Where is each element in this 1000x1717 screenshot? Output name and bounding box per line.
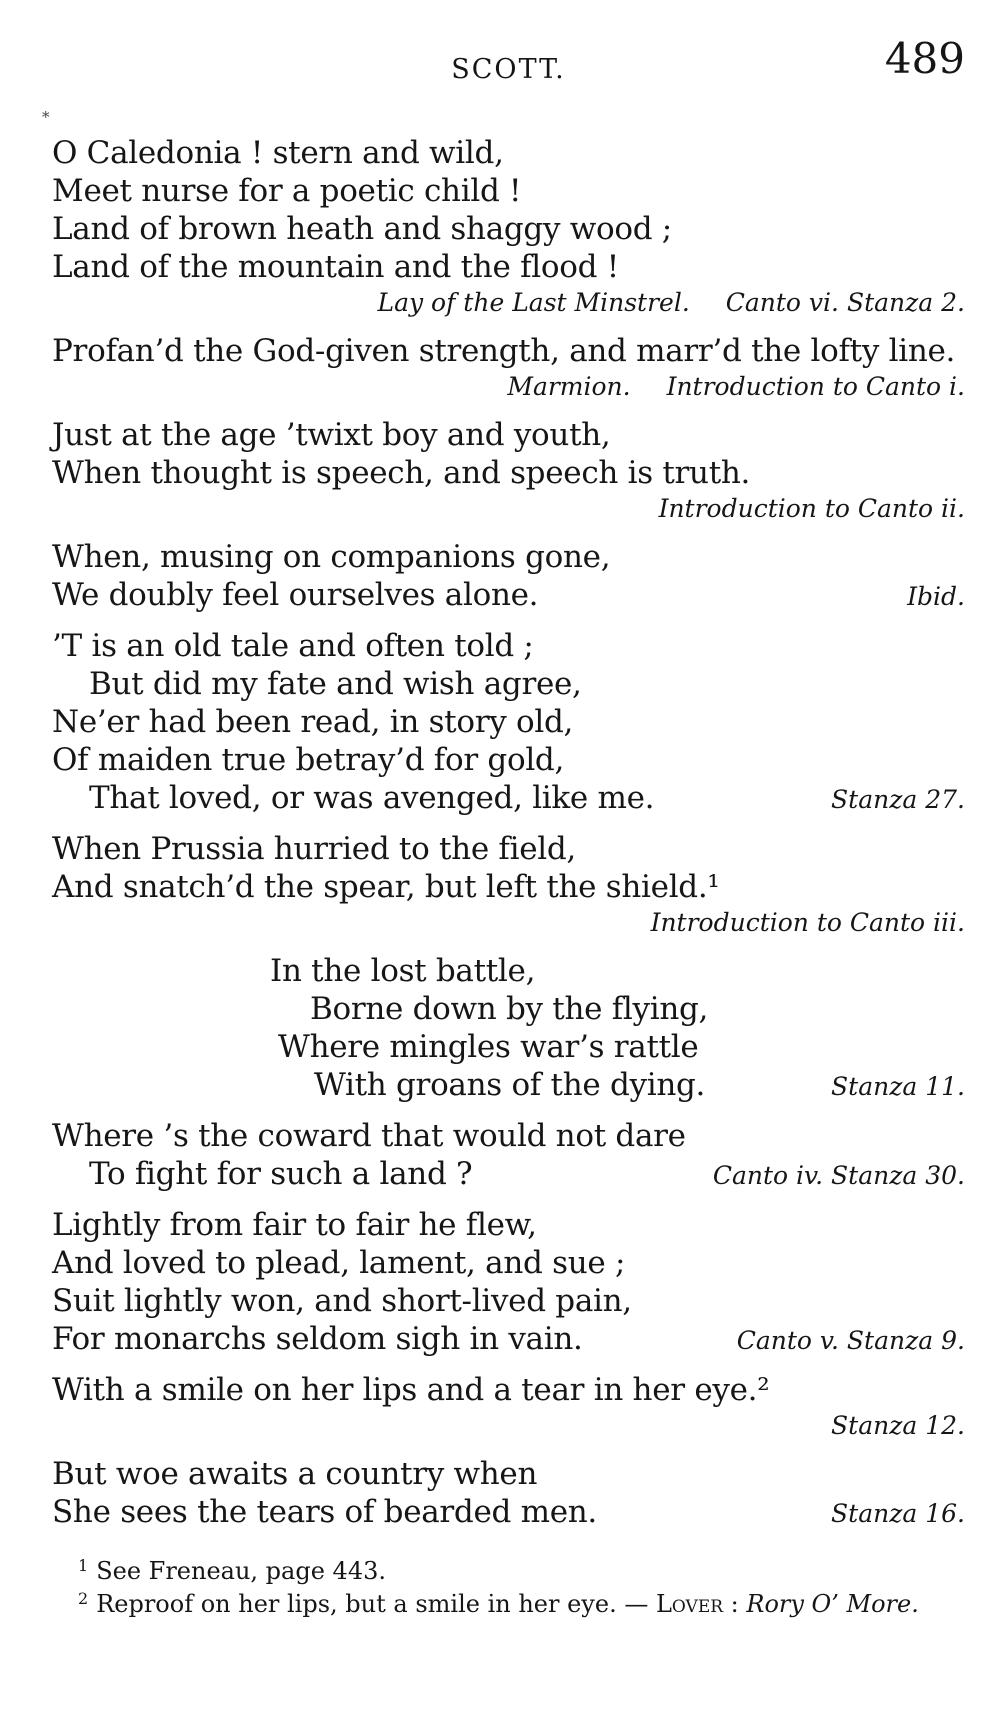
quote-line-row [52,1493,965,1531]
quote-line: Where mingles war’s rattle [278,1029,699,1065]
quote-line: When thought is speech, and speech is truth. [52,455,751,491]
quote-line: ’T is an old tale and often told ; [52,628,534,664]
attribution-locus: Canto v. Stanza 9. [736,1326,965,1355]
attribution-locus: Introduction to Canto ii. [658,494,965,523]
printers-mark: * [42,108,50,126]
quote-block [52,416,965,525]
footnote-colon: : [723,1590,747,1618]
header-title: SCOTT. [451,54,566,85]
quote-block [52,1117,965,1193]
quote-line: Land of brown heath and shaggy wood ; [52,211,672,247]
quote-line: And snatch’d the spear, but left the shield.¹ [52,869,720,905]
attribution-locus: Introduction to Canto i. [666,372,965,401]
quote-line: But did my fate and wish agree, [89,666,582,702]
attribution-locus: Introduction to Canto iii. [650,908,965,937]
quote-line: Profan’d the God-given strength, and marr’d the lofty line. [52,333,956,369]
quote-line: Meet nurse for a poetic child ! [52,173,522,209]
footnote-text: See Freneau, page 443. [96,1557,386,1585]
footnotes [52,1555,965,1621]
attribution-locus: Stanza 27. [831,785,965,814]
attribution-locus: Stanza 12. [831,1411,965,1440]
footnote: 1 See Freneau, page 443. [78,1556,386,1585]
quote-line: For monarchs seldom sigh in vain. [52,1321,583,1357]
quote-line: Of maiden true betray’d for gold, [52,742,565,778]
attribution-locus: Canto iv. Stanza 30. [712,1161,965,1190]
quote-line: In the lost battle, [270,953,536,989]
footnote-author: Lover [655,1590,724,1618]
attribution [52,286,965,319]
quote-line: Land of the mountain and the flood ! [52,249,619,285]
quote-line-row [52,1320,965,1358]
quote-block [52,538,965,614]
footnote: 2 Reproof on her lips, but a smile in her eye. — Lover : Rory O’ More. [78,1589,919,1618]
quote-line: Ne’er had been read, in story old, [52,704,574,740]
attribution [52,370,965,403]
quote-line-row [52,779,965,817]
quote-line: But woe awaits a country when [52,1456,538,1492]
quote-line: O Caledonia ! stern and wild, [52,135,504,171]
quote-block [52,1206,965,1358]
attribution [52,906,965,939]
quote-line: To fight for such a land ? [89,1156,473,1192]
quote-line: With groans of the dying. [314,1067,706,1103]
quote-line: And loved to plead, lament, and sue ; [52,1245,626,1281]
quote-line: That loved, or was avenged, like me. [89,780,655,816]
footnote-work: Rory O’ More. [746,1590,919,1618]
quote-block [52,830,965,939]
attribution [52,1409,965,1442]
quote-line: Just at the age ’twixt boy and youth, [52,417,611,453]
quote-line: Suit lightly won, and short-lived pain, [52,1283,632,1319]
attribution [52,492,965,525]
quote-line: Where ’s the coward that would not dare [52,1118,686,1154]
quote-line: When, musing on companions gone, [52,539,611,575]
quote-block [52,1455,965,1531]
quote-line: She sees the tears of bearded men. [52,1494,597,1530]
quote-line: With a smile on her lips and a tear in her eye.² [52,1372,770,1408]
running-header [52,34,965,94]
quote-line: Borne down by the flying, [310,991,709,1027]
quote-block [52,332,965,403]
attribution-locus: Stanza 11. [831,1072,965,1101]
attribution-locus: Canto vi. Stanza 2. [725,288,965,317]
quote-block [52,627,965,817]
quote-line: We doubly feel ourselves alone. [52,577,539,613]
attribution-work: Marmion. [507,372,631,401]
attribution-work: Lay of the Last Minstrel. [377,288,690,317]
quote-block [52,1371,965,1442]
attribution-locus: Stanza 16. [831,1499,965,1528]
quote-line: Lightly from fair to fair he flew, [52,1207,537,1243]
quote-line-row [52,1155,965,1193]
attribution-locus: Ibid. [907,582,965,611]
quote-line-row [52,576,965,614]
quote-block [52,134,965,319]
quote-block [52,952,965,1104]
footnote-text: Reproof on her lips, but a smile in her eye. — [96,1590,656,1618]
quote-line-row [52,1066,965,1104]
quote-line: When Prussia hurried to the field, [52,831,576,867]
page-number: 489 [884,34,965,83]
